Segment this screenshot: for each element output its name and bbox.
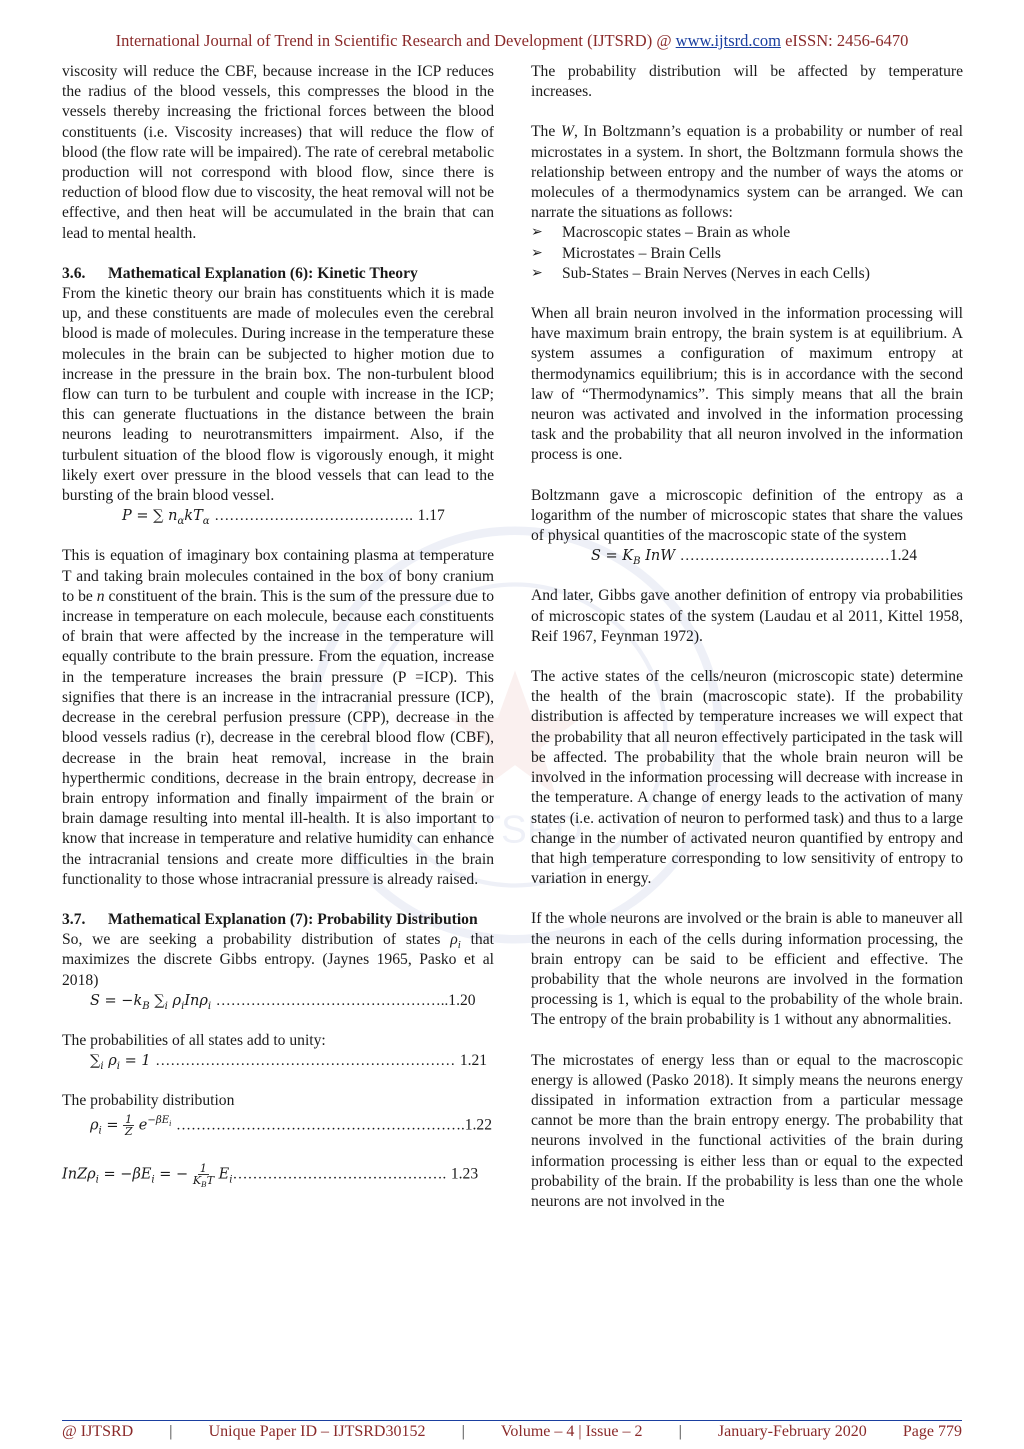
paragraph: viscosity will reduce the CBF, because increase in the ICP reduces the radius of the blood vessels, this compresses the blood in the vessels thereby increasing the frictional forces between the blood constituents (i.e. Viscosity increases) that will reduce the flow of blood (the flow rate will be impaired). The rate of cerebral metabolic production will not correspond with blood flow, since there is reduction of blood flow due to viscosity, the heat removal will not be effective, and then heat will be accumulated in the brain that can lead to mental health. [62, 63, 494, 242]
equation-1-23: $InZ\rho_i = -\beta E_i$ = − $\frac{1}{K_BT}$ $E_i\dots\dots\dots\dots\dots\dots\dots\dots\dots\dots\dots\dots\dots\dots$. 1.23 [62, 1161, 479, 1189]
footer-paper-id: Unique Paper ID – IJTSRD30152 [208, 1423, 426, 1440]
paragraph: The W, In Boltzmann’s equation is a probability or number of real microstates in a system. In short, the Boltzmann formula shows the relationship between entropy and the number of ways the atoms or molecules of a thermodynamics system can be arranged. We can narrate the situations as follows: [531, 123, 963, 222]
footer-volume: Volume – 4 | Issue – 2 [500, 1423, 643, 1440]
paragraph: This is equation of imaginary box containing plasma at temperature T and taking brain molecules contained in the box of bony cranium to be n constituent of the brain. This is the sum of the pressure due to increase in temperature on each molecule, because each constituents of brain that were affected by the increase in the temperature will equally contribute to the brain pressure. From the equation, increase in the temperature increases the brain pressure (P =ICP). This signifies that there is an increase in the intracranial pressure (ICP), decrease in the cerebral perfusion pressure (CPP), decrease in the blood vessels radius (r), decrease in the cerebral blood flow (CBF), decrease in the brain heat removal, increase in the brain hyperthermic conditions, decrease in the brain entropy, decrease in brain entropy information and finally impairment of the brain or brain damage resulting into mental ill-health. It is also important to know that increase in temperature and relative humidity can enhance the intracranial tensions and create more difficulties in the brain functionality to those whose intracranial pressure is already raised. [62, 547, 494, 888]
list-item: ➢ Macroscopic states – Brain as whole [531, 223, 963, 243]
journal-url-link[interactable]: www.ijtsrd.com [675, 31, 781, 50]
journal-name: International Journal of Trend in Scientific Research and Development (IJTSRD) @ [115, 31, 672, 50]
paragraph: And later, Gibbs gave another definition of entropy via probabilities of microscopic states of the system (Laudau et al 2011, Kittel 1958, Reif 1967, Feynman 1972). [531, 587, 963, 645]
arrow-bullet-icon: ➢ [531, 225, 543, 241]
equation-1-22: $\rho_i$ = $\frac{1}{Z}$ $e^{-\beta E_i}$ ………………………………………………….1.22 [90, 1112, 493, 1138]
running-header [0, 31, 1024, 51]
bullet-list [531, 223, 963, 284]
list-item: ➢ Sub-States – Brain Nerves (Nerves in each Cells) [531, 264, 963, 284]
section-heading-3-6: 3.6. Mathematical Explanation (6): Kinetic Theory [62, 264, 418, 282]
paragraph: If the whole neurons are involved or the brain is able to maneuver all the neurons in each of the cells during information processing, the brain entropy can be said to be efficient and effective. The probability that the whole neurons are involved in the formation processing is 1, which is equal to the probability of the whole brain. The entropy of the brain probability is 1 without any abnormalities. [531, 910, 963, 1029]
running-footer: @ IJTSRD | Unique Paper ID – IJTSRD30152 | Volume – 4 | Issue – 2 | January-February 2020 Page 779 [62, 1420, 962, 1441]
arrow-bullet-icon: ➢ [531, 265, 543, 281]
footer-journal: @ IJTSRD [62, 1423, 134, 1440]
equation-1-24: $S = K_B$ InW ……………………………………1.24 [591, 547, 918, 568]
equation-1-17: P = ∑ $n_\alpha kT_\alpha$ …………………………………. 1.17 [122, 507, 445, 528]
footer-page-number: Page 779 [902, 1423, 962, 1440]
section-heading-3-7: 3.7. Mathematical Explanation (7): Probability Distribution [62, 910, 478, 928]
equation-1-20: $S = -k_B$ $\sum_i$ $\rho_iIn\rho_i$ ………………………………………..1.20 [90, 991, 476, 1012]
footer-date: January-February 2020 [717, 1423, 867, 1440]
paragraph: From the kinetic theory our brain has constituents which it is made up, and these constituents are made of molecules even the cerebral blood is made of molecules. During increase in the temperature these molecules in the brain can be subjected to higher motion due to increase in the pressure in the brain box. The non-turbulent blood flow can turn to be turbulent and couple with increase in the ICP; this can generate fluctuations in the distance between the brain neurons leading to neurotransmitters impairment. Also, if the turbulent situation of the blood flow is vigorously enough, it might likely exert over pressure in the blood vessels that can lead to the bursting of the brain blood vessel. [62, 285, 494, 505]
right-column [531, 62, 963, 1212]
paragraph: Boltzmann gave a microscopic definition of the entropy as a logarithm of the number of microscopic states that share the values of physical quantities of the macroscopic state of the system [531, 486, 963, 545]
issn: eISSN: 2456-6470 [785, 31, 909, 50]
paragraph: The active states of the cells/neuron (microscopic state) determine the health of the brain (macroscopic state). If the probability distribution is affected by temperature increases we will expect that the probability that all neuron effectively participated in the task will be affected. The probability that the whole brain neuron will be involved in the information processing will decrease with increase in the temperature. A change of energy leads to the activation of many states (i.e. activation of neuron to performed task) and thus to a large change in the number of activated neuron quantified by entropy and that high temperature corresponding to low sensitivity of entropy to variation in energy. [531, 668, 963, 888]
list-item: ➢ Microstates – Brain Cells [531, 244, 963, 264]
arrow-bullet-icon: ➢ [531, 245, 543, 261]
paragraph: The probability distribution [62, 1092, 235, 1110]
paragraph: The microstates of energy less than or equal to the macroscopic energy is allowed (Pasko 2018). It simply means the neurons energy dissipated in information extraction from a particular message cannot be more than the brain entropy energy. The probability that neurons involved in the functional activities of the brain during information processing is either less than or equal to the expected probability of the brain. If the probability is less than one the whole neurons are not involved in the [531, 1051, 963, 1210]
svg-text:IJTSRD: IJTSRD [447, 808, 583, 852]
paragraph: So, we are seeking a probability distribution of states $\rho_i$ that maximizes the discrete Gibbs entropy. (Jaynes 1965, Pasko et al 2018) [62, 931, 494, 989]
equation-1-21: $\sum_i$ $\rho_i = 1$ …………………………………………………… 1.21 [90, 1052, 488, 1073]
left-column [62, 62, 494, 1189]
paragraph: The probability distribution will be affected by temperature increases. [531, 63, 963, 101]
paragraph: The probabilities of all states add to unity: [62, 1031, 326, 1049]
paragraph: When all brain neuron involved in the information processing will have maximum brain entropy, the brain system is at equilibrium. A system assumes a configuration of maximum entropy at thermodynamics equilibrium; this is in accordance with the second law of “Thermodynamics”. This simply means that all the brain neuron was activated and involved in the information processing task and the probability that all neuron involved in the information process is one. [531, 305, 963, 464]
